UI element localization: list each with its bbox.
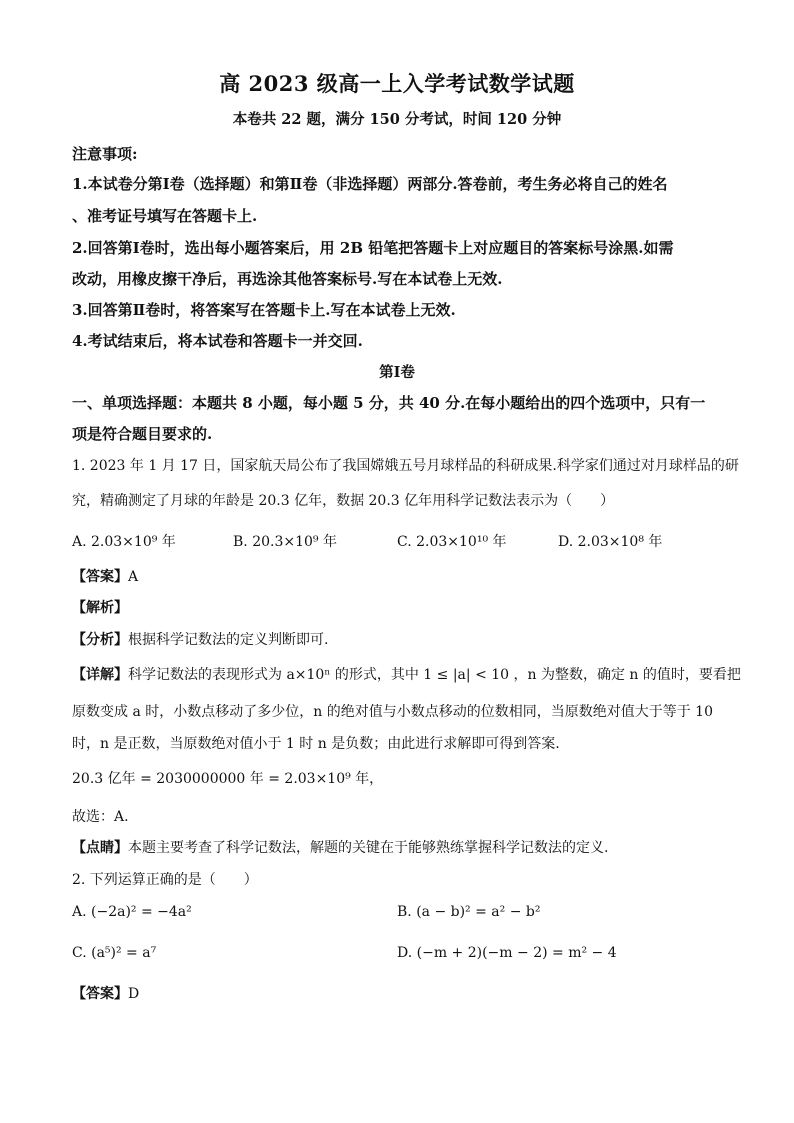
question-1-stem: 究，精确测定了月球的年龄是 20.3 亿年，数据 20.3 亿年用科学记数法表示为（ ） [72,493,615,509]
notice-item: 1.本试卷分第Ⅰ卷（选择题）和第Ⅱ卷（非选择题）两部分.答卷前，考生务必将自己的姓名 [72,175,668,193]
question-2-option-a: A. (−2a)² = −4a² [72,904,192,920]
xiangjie-line: 时，n 是正数，当原数绝对值小于 1 时 n 是负数；由此进行求解即可得到答案. [72,736,560,752]
question-1-option-c: C. 2.03×10¹⁰ 年 [397,534,507,550]
xiangjie-line: 原数变成 a 时，小数点移动了多少位，n 的绝对值与小数点移动的位数相同，当原数绝对值大于等于 10 [72,704,713,720]
answer-line [72,566,138,586]
question-1-stem: 1. 2023 年 1 月 17 日，国家航天局公布了我国嫦娥五号月球样品的科研成果.科学家们通过对月球样品的研 [72,458,739,474]
fenxi-text: 根据科学记数法的定义判断即可. [128,632,329,648]
part-heading: 一、单项选择题：本题共 8 小题，每小题 5 分，共 40 分.在每小题给出的四个选项中，只有一 [72,394,706,412]
question-2-option-d: D. (−m + 2)(−m − 2) = m² − 4 [397,945,617,961]
question-2-stem: 2. 下列运算正确的是（ ） [72,872,258,888]
notice-item: 3.回答第Ⅱ卷时，将答案写在答题卡上.写在本试卷上无效. [72,301,456,319]
notice-item: 、准考证号填写在答题卡上. [72,207,258,225]
answer-line [72,983,139,1003]
page-title: 高 2023 级高一上入学考试数学试题 [219,71,575,96]
xiangjie-line [72,664,741,684]
dianjing-tag: 【点睛】 [72,840,128,856]
calculation-line: 20.3 亿年 = 2030000000 年 = 2.03×10⁹ 年， [72,771,384,787]
xiangjie-text: 科学记数法的表现形式为 a×10ⁿ 的形式，其中 1 ≤ |a| < 10 ，n 为整数，确定 n 的值时，要看把 [128,667,741,683]
question-2-option-b: B. (a − b)² = a² − b² [397,904,541,920]
part-heading: 项是符合题目要求的. [72,425,213,443]
dianjing-text: 本题主要考查了科学记数法，解题的关键在于能够熟练掌握科学记数法的定义. [128,840,609,856]
question-1-option-a: A. 2.03×10⁹ 年 [72,534,176,550]
answer-value: D [128,986,140,1002]
analysis-tag [72,597,128,617]
notice-item: 4.考试结束后，将本试卷和答题卡一并交回. [72,332,363,350]
answer-tag: 【答案】 [72,986,128,1002]
answer-value: A [128,569,139,585]
question-1-option-b: B. 20.3×10⁹ 年 [233,534,337,550]
analysis-label: 【解析】 [72,600,128,616]
xiangjie-tag: 【详解】 [72,667,128,683]
question-1-option-d: D. 2.03×10⁸ 年 [558,534,663,550]
question-2-option-c: C. (a⁵)² = a⁷ [72,945,157,961]
page-subtitle: 本卷共 22 题，满分 150 分考试，时间 120 分钟 [232,111,562,128]
choose-line: 故选：A. [72,809,129,825]
dianjing-line [72,837,608,857]
section-title: 第Ⅰ卷 [379,364,415,381]
fenxi-line [72,629,328,649]
fenxi-tag: 【分析】 [72,632,128,648]
notice-item: 2.回答第Ⅰ卷时，选出每小题答案后，用 2B 铅笔把答题卡上对应题目的答案标号涂黑.如需 [72,239,674,257]
notice-item: 改动，用橡皮擦干净后，再选涂其他答案标号.写在本试卷上无效. [72,270,503,288]
notice-heading: 注意事项: [72,145,138,163]
answer-tag: 【答案】 [72,569,128,585]
